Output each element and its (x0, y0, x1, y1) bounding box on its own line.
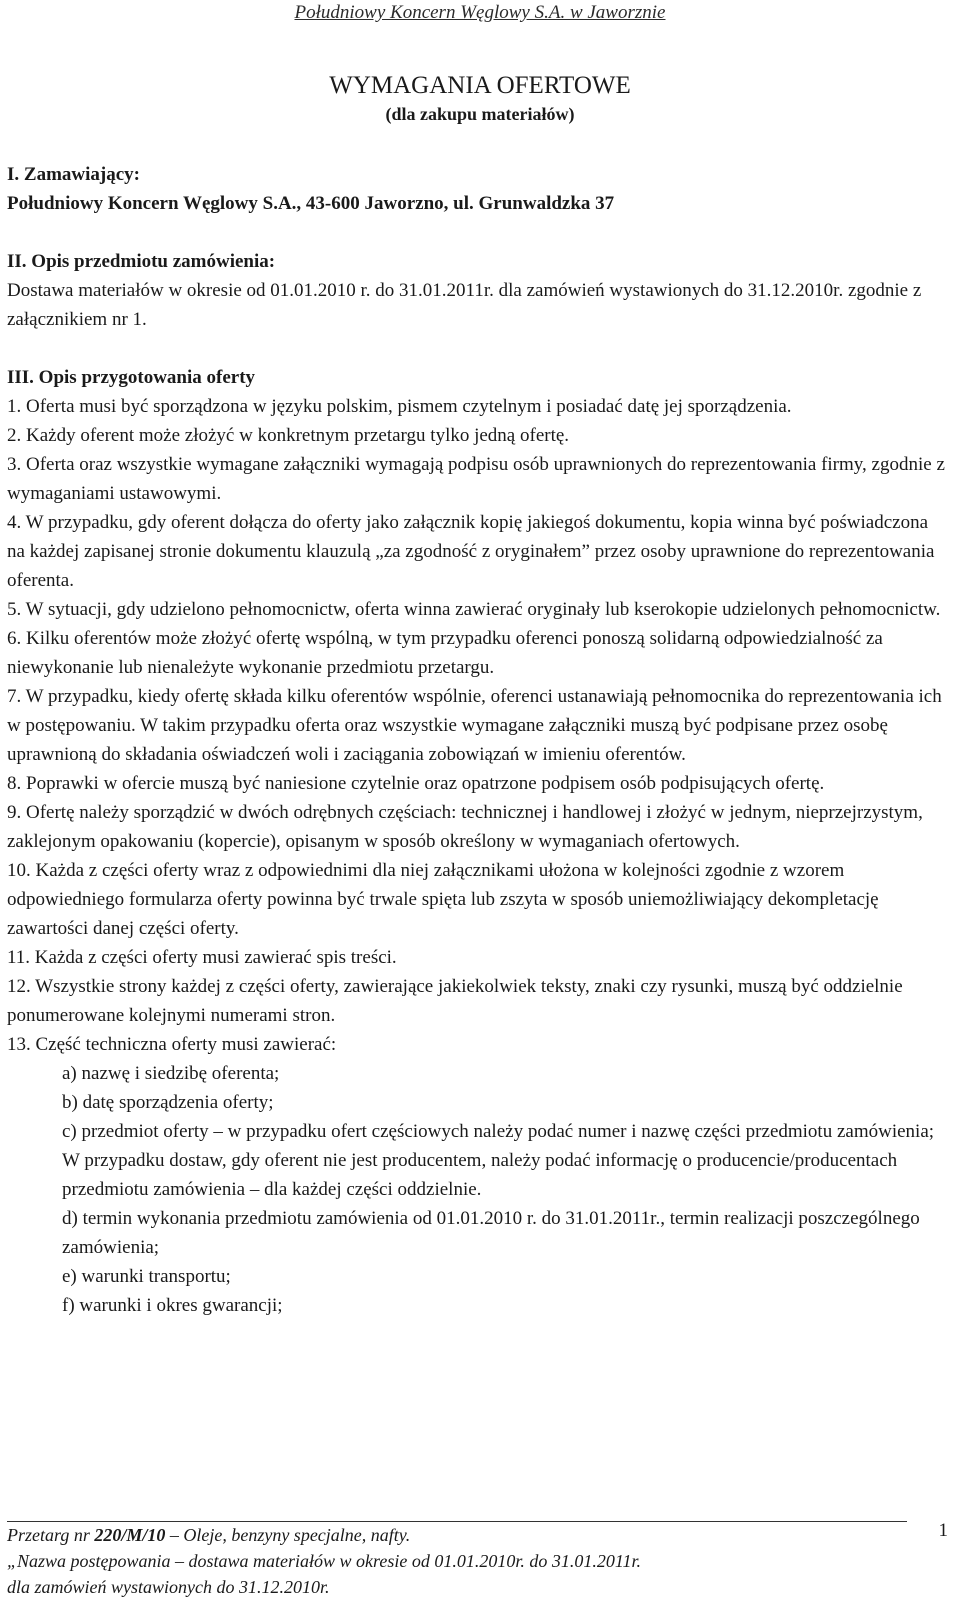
list-item: 4. W przypadku, gdy oferent dołącza do oferty jako załącznik kopię jakiegoś dokumentu, kopia winna być poświadczona na każdej zapisanej stronie dokumentu klauzulą „za zgodność z oryginałem” przez osoby uprawnione do reprezentowania oferenta. (7, 512, 935, 591)
list-item: 10. Każda z części oferty wraz z odpowiednimi dla niej załącznikami ułożona w kolejności zgodnie z wzorem odpowiedniego formularza oferty powinna być trwale spięta lub zszyta w sposób uniemożliwiający dekompletację zawartości danej części oferty. (7, 860, 879, 939)
list-item: 9. Ofertę należy sporządzić w dwóch odrębnych częściach: technicznej i handlowej i złożyć w jednym, nieprzejrzystym, zaklejonym opakowaniu (kopercie), opisanym w sposób określony w wymaganiach ofertowych. (7, 802, 923, 852)
document-body (7, 160, 949, 1320)
list-item: 2. Każdy oferent może złożyć w konkretnym przetargu tylko jedną ofertę. (7, 425, 570, 446)
sub-list-item: c) przedmiot oferty – w przypadku ofert częściowych należy podać numer i nazwę części przedmiotu zamówienia; (62, 1121, 935, 1142)
sub-list-item: a) nazwę i siedzibę oferenta; (62, 1063, 280, 1084)
section-2-text: Dostawa materiałów w okresie od 01.01.2010 r. do 31.01.2011r. dla zamówień wystawionych do 31.12.2010r. zgodnie z załącznikiem nr 1. (7, 280, 922, 330)
list-item: 8. Poprawki w ofercie muszą być naniesione czytelnie oraz opatrzone podpisem osób podpisujących ofertę. (7, 773, 825, 794)
list-item: 1. Oferta musi być sporządzona w języku polskim, pismem czytelnym i posiadać datę jej sporządzenia. (7, 396, 792, 417)
sub-list-item: f) warunki i okres gwarancji; (62, 1295, 283, 1316)
page-footer (7, 1521, 949, 1600)
footer-line-3: dla zamówień wystawionych do 31.12.2010r. (7, 1577, 330, 1597)
page-header (0, 2, 960, 24)
list-item: 7. W przypadku, kiedy ofertę składa kilku oferentów wspólnie, oferenci ustanawiają pełnomocnika do reprezentowania ich w postępowaniu. W takim przypadku oferta oraz wszystkie wymagane załączniki muszą być podpisane przez osobę uprawnioną do składania oświadczeń woli i zaciągania zobowiązań w imieniu oferentów. (7, 686, 942, 765)
page-number: 1 (938, 1520, 948, 1541)
footer-tender-number: 220/M/10 (94, 1525, 166, 1545)
section-1-heading: I. Zamawiający: (7, 164, 140, 185)
list-item: 11. Każda z części oferty musi zawierać spis treści. (7, 947, 397, 968)
document-subtitle: (dla zakupu materiałów) (385, 104, 575, 124)
sub-list-item: W przypadku dostaw, gdy oferent nie jest producentem, należy podać informację o producencie/producentach przedmiotu zamówienia – dla każdej części oddzielnie. (62, 1150, 898, 1200)
footer-line-1 (7, 1522, 949, 1548)
sub-list-item: b) datę sporządzenia oferty; (62, 1092, 274, 1113)
list-item: 6. Kilku oferentów może złożyć ofertę wspólną, w tym przypadku oferenci ponoszą solidarną odpowiedzialność za niewykonanie lub nienależyte wykonanie przedmiotu przetargu. (7, 628, 883, 678)
section-3-heading: III. Opis przygotowania oferty (7, 367, 256, 388)
list-item: 3. Oferta oraz wszystkie wymagane załączniki wymagają podpisu osób uprawnionych do reprezentowania firmy, zgodnie z wymaganiami ustawowymi. (7, 454, 945, 504)
section-1-text: Południowy Koncern Węglowy S.A., 43-600 Jaworzno, ul. Grunwaldzka 37 (7, 193, 615, 214)
footer-line-2: „Nazwa postępowania – dostawa materiałów w okresie od 01.01.2010r. do 31.01.2011r. (7, 1551, 642, 1571)
document-title: WYMAGANIA OFERTOWE (329, 72, 631, 99)
sub-list-item: d) termin wykonania przedmiotu zamówienia od 01.01.2010 r. do 31.01.2011r., termin realizacji poszczególnego zamówienia; (62, 1208, 920, 1258)
list-item: 5. W sytuacji, gdy udzielono pełnomocnictw, oferta winna zawierać oryginały lub kserokopie udzielonych pełnomocnictw. (7, 599, 941, 620)
section-2-heading: II. Opis przedmiotu zamówienia: (7, 251, 276, 272)
list-item: 12. Wszystkie strony każdej z części oferty, zawierające jakiekolwiek teksty, znaki czy rysunki, muszą być oddzielnie ponumerowane kolejnymi numerami stron. (7, 976, 903, 1026)
footer-tender-prefix: Przetarg nr (7, 1525, 95, 1545)
spacer (7, 218, 949, 247)
list-item: 13. Część techniczna oferty musi zawierać: (7, 1034, 337, 1055)
spacer (7, 334, 949, 363)
sub-list-item: e) warunki transportu; (62, 1266, 231, 1287)
company-header: Południowy Koncern Węglowy S.A. w Jaworznie (294, 2, 666, 23)
footer-tender-subject: – Oleje, benzyny specjalne, nafty. (165, 1525, 411, 1545)
